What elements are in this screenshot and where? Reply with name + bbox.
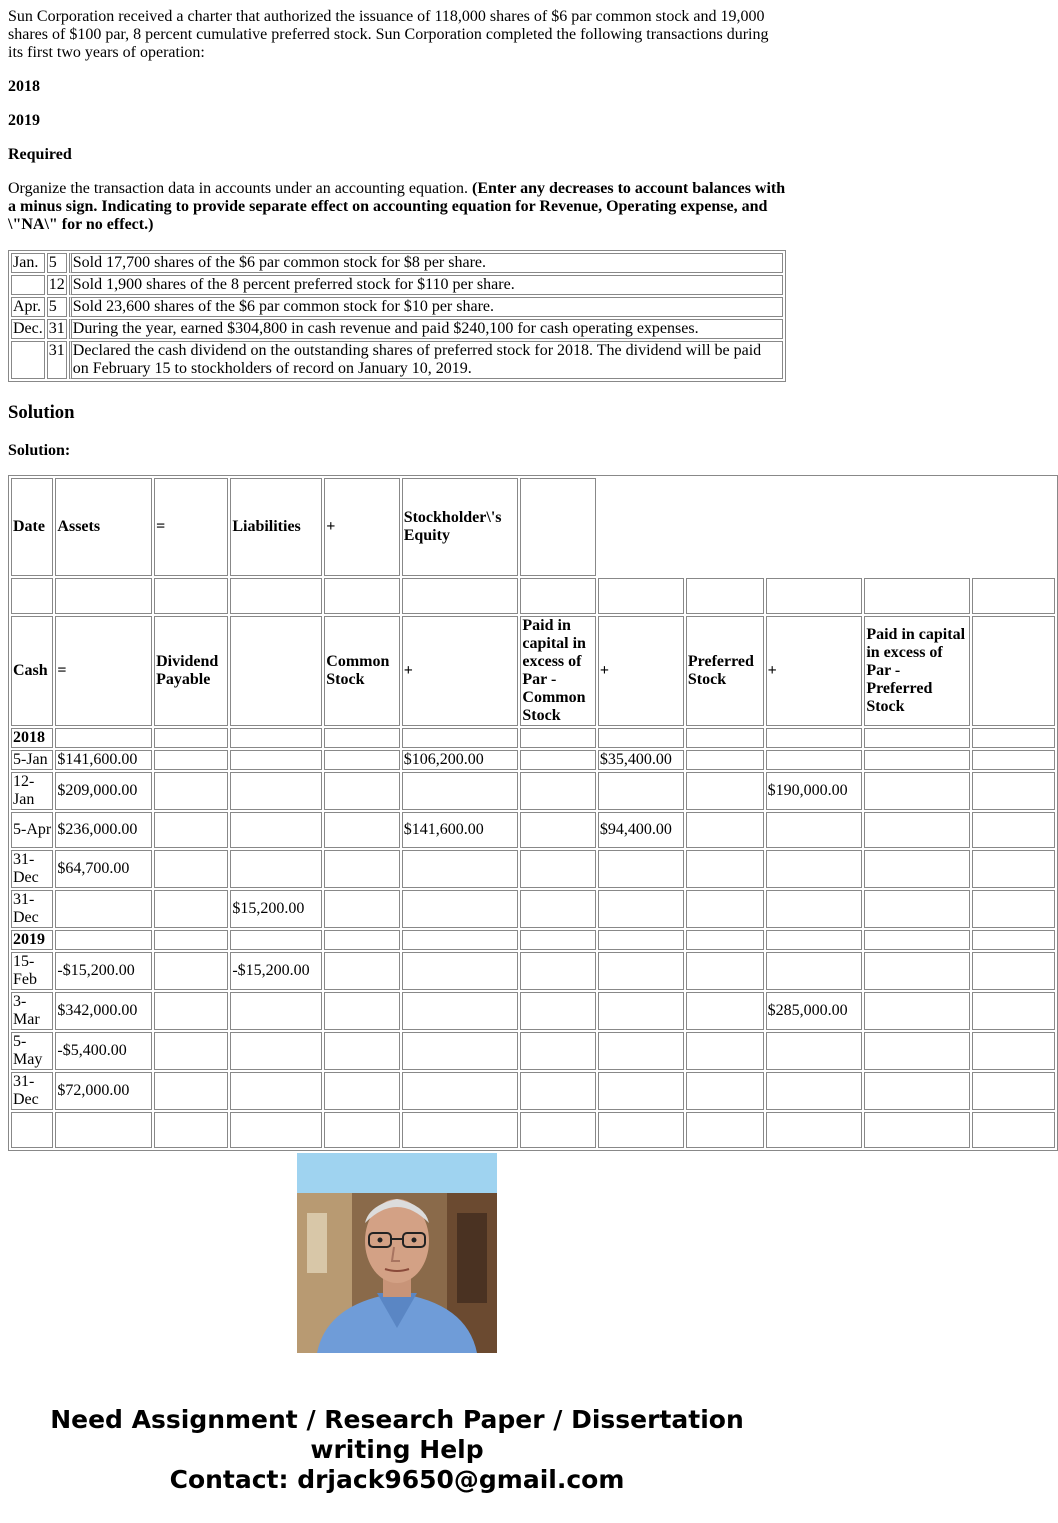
cell [864, 728, 970, 748]
table-row [11, 1112, 1055, 1148]
tx-month: Apr. [11, 297, 45, 317]
header-empty [972, 478, 1055, 576]
required-text: Organize the transaction data in accounts under an accounting equation. [8, 180, 472, 197]
liability-cell: $15,200.00 [230, 890, 322, 928]
solution-heading: Solution [8, 402, 75, 423]
cell [766, 890, 863, 928]
cell [686, 772, 764, 810]
table-row [11, 728, 1055, 748]
cell [520, 992, 595, 1030]
cell [766, 1072, 863, 1110]
cell [766, 1032, 863, 1070]
header-cash: Cash [11, 616, 53, 726]
header-pic-preferred: Paid in capital in excess of Par - Preferred Stock [864, 616, 970, 726]
cell [402, 992, 519, 1030]
table-row [11, 253, 783, 273]
cell [402, 890, 519, 928]
cell [598, 578, 684, 614]
header-pic-common: Paid in capital in excess of Par - Common Stock [520, 616, 595, 726]
table-row [11, 578, 1055, 614]
tx-description: Sold 23,600 shares of the $6 par common stock for $10 per share. [69, 297, 783, 317]
cell [598, 1032, 684, 1070]
table-row [11, 1032, 1055, 1070]
header-empty [766, 478, 863, 576]
cell [324, 890, 399, 928]
table-row [11, 772, 1055, 810]
required-paragraph [8, 180, 786, 234]
cell [686, 850, 764, 888]
cell [154, 952, 228, 990]
table-row [11, 850, 1055, 888]
cell [972, 812, 1055, 848]
cell [324, 812, 399, 848]
header-plus: + [402, 616, 519, 726]
cell [402, 850, 519, 888]
date-cell: 12-Jan [11, 772, 53, 810]
cell [972, 1112, 1055, 1148]
cell [686, 992, 764, 1030]
header-blank [972, 616, 1055, 726]
pic-common-cell: $94,400.00 [598, 812, 684, 848]
table-row [11, 319, 783, 339]
cell [766, 850, 863, 888]
tx-month: Dec. [13, 320, 43, 337]
cell [864, 750, 970, 770]
header-plus: + [324, 478, 399, 576]
table-row [11, 992, 1055, 1030]
cell [324, 850, 399, 888]
cell [864, 930, 970, 950]
cell [324, 952, 399, 990]
cell [230, 772, 322, 810]
cell [864, 952, 970, 990]
cell [520, 850, 595, 888]
cell [324, 930, 399, 950]
cell [402, 1032, 519, 1070]
cell [520, 728, 595, 748]
banner-line-2: writing Help [310, 1435, 484, 1464]
header-common-stock: Common Stock [324, 616, 399, 726]
cell [154, 728, 228, 748]
date-cell: 5-Jan [11, 750, 53, 770]
required-instructions: (Enter any decreases to account balances with a minus sign. Indicating to provide separate effect on accounting equation for Revenue, Operating expense, and \"NA\" for no effect.) [8, 180, 786, 233]
header-empty [598, 478, 684, 576]
date-cell: 3-Mar [11, 992, 53, 1030]
cell [230, 750, 322, 770]
cell [520, 1112, 595, 1148]
table-row [11, 890, 1055, 928]
cell [864, 992, 970, 1030]
cell [402, 772, 519, 810]
table-row [11, 478, 1055, 576]
header-liabilities: Liabilities [230, 478, 322, 576]
table-row [11, 297, 783, 317]
banner-line-3: Contact: drjack9650@gmail.com [169, 1465, 625, 1494]
cash-cell: $64,700.00 [55, 850, 152, 888]
tx-day: 5 [47, 297, 67, 317]
header-stockholders-equity: Stockholder\'s Equity [402, 478, 519, 576]
date-cell: 31-Dec [11, 1072, 53, 1110]
cell [864, 578, 970, 614]
cell [520, 890, 595, 928]
cell [230, 1072, 322, 1110]
cell [154, 750, 228, 770]
pic-common-cell: $35,400.00 [598, 750, 684, 770]
header-blank [520, 478, 595, 576]
cell [230, 992, 322, 1030]
contact-banner [0, 1405, 794, 1495]
cash-cell: $209,000.00 [55, 772, 152, 810]
cell [766, 728, 863, 748]
required-heading: Required [8, 146, 72, 163]
tx-day: 31 [48, 320, 65, 337]
cell [972, 578, 1055, 614]
cell [55, 578, 152, 614]
cell [972, 930, 1055, 950]
cell [55, 890, 152, 928]
cell [154, 1112, 228, 1148]
cell [520, 772, 595, 810]
cell [55, 728, 152, 748]
header-empty [864, 478, 970, 576]
cell [324, 1072, 399, 1110]
cell [55, 1112, 152, 1148]
header-equals: = [154, 478, 228, 576]
author-photo [297, 1153, 497, 1353]
cash-cell: $342,000.00 [55, 992, 152, 1030]
cell [972, 728, 1055, 748]
year-2018-heading: 2018 [8, 78, 40, 95]
cell [598, 1072, 684, 1110]
tx-month: Jan. [11, 253, 45, 273]
cell [324, 728, 399, 748]
date-cell: 5-Apr [11, 812, 53, 848]
cell [230, 850, 322, 888]
cell [972, 1032, 1055, 1070]
tx-description: Sold 17,700 shares of the $6 par common stock for $8 per share. [69, 253, 783, 273]
table-row [11, 812, 1055, 848]
cell [766, 578, 863, 614]
cell [154, 890, 228, 928]
table-row [11, 341, 783, 379]
cell [864, 890, 970, 928]
header-plus: + [766, 616, 863, 726]
table-row [11, 952, 1055, 990]
cell [154, 1072, 228, 1110]
equation-table-viewport [8, 475, 966, 1123]
cell [864, 1032, 970, 1070]
cell [154, 850, 228, 888]
cell [324, 578, 399, 614]
cell [230, 930, 322, 950]
cell [520, 750, 595, 770]
cell [230, 1032, 322, 1070]
header-date: Date [11, 478, 53, 576]
cell [598, 930, 684, 950]
cash-cell: $236,000.00 [55, 812, 152, 848]
table-row [11, 616, 1055, 726]
common-stock-cell: $106,200.00 [402, 750, 519, 770]
year-cell: 2019 [11, 930, 53, 950]
year-cell: 2018 [11, 728, 53, 748]
cash-cell: $72,000.00 [55, 1072, 152, 1110]
document-body [0, 0, 794, 460]
cell [686, 1032, 764, 1070]
cell [766, 952, 863, 990]
tx-month [11, 341, 45, 379]
cell [520, 812, 595, 848]
cell [972, 850, 1055, 888]
cell [766, 812, 863, 848]
cell [598, 850, 684, 888]
cell [230, 578, 322, 614]
year-2019-heading: 2019 [8, 112, 40, 129]
cell [686, 728, 764, 748]
cell [11, 578, 53, 614]
tx-day: 12 [48, 276, 65, 293]
intro-paragraph: Sun Corporation received a charter that authorized the issuance of 118,000 shares of $6 par common stock and 19,000 shares of $100 par, 8 percent cumulative preferred stock. Sun Corporation completed the following transactions during its first two years of operation: [8, 8, 769, 61]
cell [402, 952, 519, 990]
cell [154, 1032, 228, 1070]
common-stock-cell: $141,600.00 [402, 812, 519, 848]
header-equals: = [55, 616, 152, 726]
cell [598, 890, 684, 928]
cell [402, 930, 519, 950]
table-row [11, 275, 783, 295]
cell [154, 992, 228, 1030]
tx-description: Sold 1,900 shares of the 8 percent preferred stock for $110 per share. [69, 275, 783, 295]
cell [598, 952, 684, 990]
cell [154, 772, 228, 810]
cell [230, 728, 322, 748]
cell [686, 578, 764, 614]
cash-cell: -$5,400.00 [55, 1032, 152, 1070]
cell [324, 750, 399, 770]
preferred-stock-cell: $190,000.00 [766, 772, 863, 810]
cell [154, 578, 228, 614]
table-row [11, 930, 1055, 950]
cell [324, 992, 399, 1030]
cell [766, 1112, 863, 1148]
cell [972, 772, 1055, 810]
date-cell: 5-May [11, 1032, 53, 1070]
header-plus: + [598, 616, 684, 726]
header-preferred-stock: Preferred Stock [686, 616, 764, 726]
cell [972, 1072, 1055, 1110]
cell [766, 750, 863, 770]
cell [520, 930, 595, 950]
cell [864, 812, 970, 848]
accounting-equation-table [8, 475, 1058, 1151]
cell [864, 850, 970, 888]
banner-line-1: Need Assignment / Research Paper / Dissertation [50, 1405, 744, 1434]
cell [686, 1072, 764, 1110]
date-cell: 31-Dec [11, 890, 53, 928]
cell [324, 1032, 399, 1070]
cell [598, 992, 684, 1030]
tx-day: 31 [47, 341, 67, 379]
person-portrait-image [297, 1153, 497, 1353]
cell [11, 1112, 53, 1148]
tx-month [11, 275, 45, 295]
cell [520, 1072, 595, 1110]
cell [520, 952, 595, 990]
cell [154, 930, 228, 950]
cell [686, 750, 764, 770]
cell [864, 1112, 970, 1148]
cell [686, 890, 764, 928]
cash-cell: -$15,200.00 [55, 952, 152, 990]
cell [686, 812, 764, 848]
cell [402, 1072, 519, 1110]
header-assets: Assets [55, 478, 152, 576]
liability-cell: -$15,200.00 [230, 952, 322, 990]
header-dividend-payable: Dividend Payable [154, 616, 228, 726]
cell [766, 930, 863, 950]
cell [972, 750, 1055, 770]
cell [324, 772, 399, 810]
cell [324, 1112, 399, 1148]
cell [230, 1112, 322, 1148]
cell [686, 1112, 764, 1148]
cell [972, 952, 1055, 990]
cell [864, 1072, 970, 1110]
cell [972, 992, 1055, 1030]
cell [154, 812, 228, 848]
preferred-stock-cell: $285,000.00 [766, 992, 863, 1030]
tx-description: Declared the cash dividend on the outstanding shares of preferred stock for 2018. The dividend will be paid on February 15 to stockholders of record on January 10, 2019. [69, 341, 783, 379]
cell [520, 578, 595, 614]
tx-description: During the year, earned $304,800 in cash revenue and paid $240,100 for cash operating expenses. [69, 319, 783, 339]
cell [686, 930, 764, 950]
cell [230, 812, 322, 848]
cell [598, 728, 684, 748]
header-blank [230, 616, 322, 726]
cell [864, 772, 970, 810]
header-empty [686, 478, 764, 576]
cell [402, 728, 519, 748]
solution-subheading: Solution: [8, 442, 71, 459]
cash-cell: $141,600.00 [55, 750, 152, 770]
cell [520, 1032, 595, 1070]
table-row [11, 750, 1055, 770]
date-cell: 15-Feb [11, 952, 53, 990]
cell [598, 1112, 684, 1148]
cell [402, 1112, 519, 1148]
transactions-table [8, 250, 786, 382]
cell [972, 890, 1055, 928]
cell [686, 952, 764, 990]
table-row [11, 1072, 1055, 1110]
cell [55, 930, 152, 950]
tx-day: 5 [47, 253, 67, 273]
date-cell: 31-Dec [11, 850, 53, 888]
cell [402, 578, 519, 614]
cell [598, 772, 684, 810]
